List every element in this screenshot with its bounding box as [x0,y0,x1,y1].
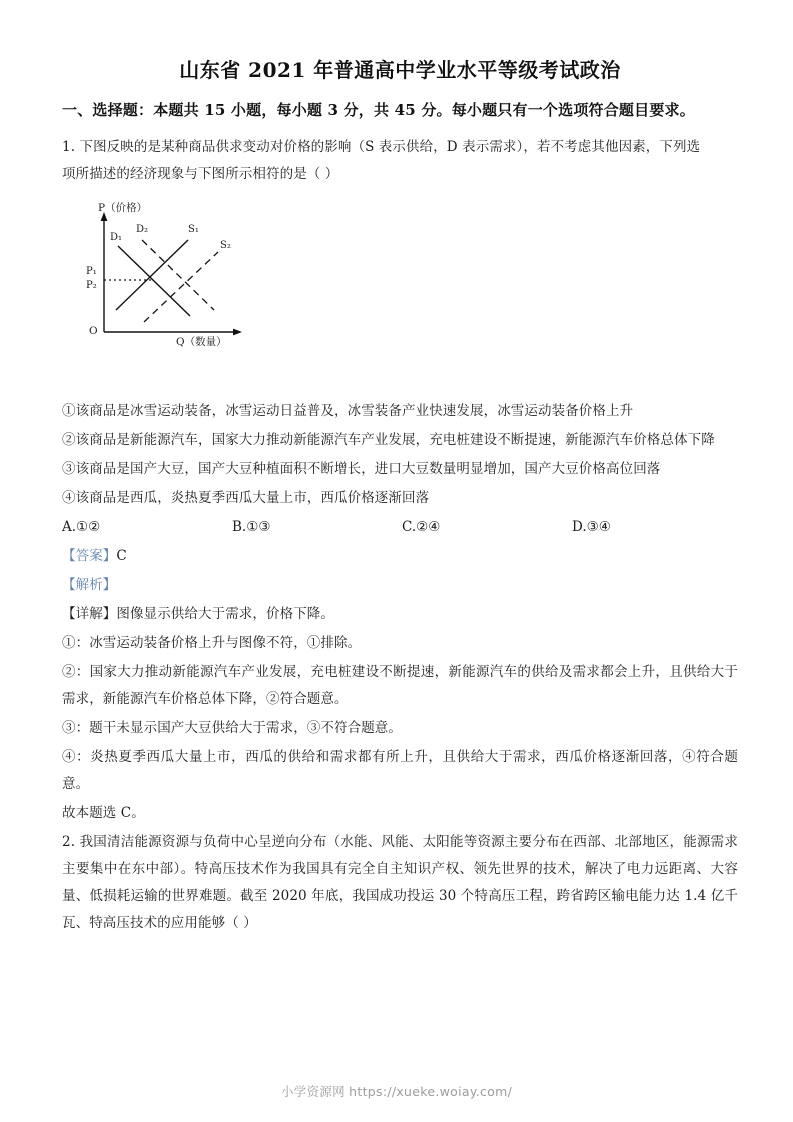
supply-demand-chart [70,204,280,352]
option-a-letter: A. [62,519,77,535]
detail-intro: 图像显示供给大于需求，价格下降。 [116,606,335,622]
question1-statement-4: ④该商品是西瓜，炎热夏季西瓜大量上市，西瓜价格逐渐回落 [62,490,430,506]
option-c-letter: C. [402,519,417,535]
chart-curve-label-d1: D₁ [110,232,123,243]
question1-option-c[interactable] [402,514,572,541]
footer-watermark: 小学资源网 https://xueke.woiay.com/ [280,1084,513,1099]
chart-y-axis-label: P（价格） [98,202,148,214]
question1-detail-item-4: ④：炎热夏季西瓜大量上市，西瓜的供给和需求都有所上升，且供给大于需求，西瓜价格逐渐回落，④符合题意。 [62,749,738,792]
question1-option-a[interactable] [62,514,232,541]
question1-option-d[interactable] [572,514,611,541]
question1-answer-row [62,543,738,570]
option-b-letter: B. [232,519,247,535]
question1-detail-item-1: ①：冰雪运动装备价格上升与图像不符，①排除。 [62,635,362,651]
question1-conclusion: 故本题选 C。 [62,805,145,821]
chart-origin-label: O [89,325,98,337]
option-d-text: ③④ [586,519,611,535]
chart-price-label-p2: P₂ [86,280,97,291]
question1-statement-2: ②该商品是新能源汽车，国家大力推动新能源汽车产业发展，充电桩建设不断提速，新能源汽车价格总体下降 [62,432,715,448]
document-content [62,56,738,939]
detail-label: 【详解】 [62,606,117,622]
option-c-text: ②④ [416,519,441,535]
question1-figure-wrap [62,204,738,352]
page-title: 山东省 2021 年普通高中学业水平等级考试政治 [179,58,621,82]
question1-options-row [62,514,738,541]
question1-detail-intro-row [62,601,738,628]
option-b-text: ①③ [246,519,271,535]
section-heading: 一、选择题：本题共 15 小题，每小题 3 分，共 45 分。每小题只有一个选项符合题目要求。 [62,101,695,119]
question1-detail-item-3: ③：题干未显示国产大豆供给大于需求，③不符合题意。 [62,720,402,736]
answer-label: 【答案】 [62,548,117,564]
option-a-text: ①② [76,519,101,535]
question1-option-b[interactable] [232,514,402,541]
question2-stem: 2. 我国清洁能源资源与负荷中心呈逆向分布（水能、风能、太阳能等资源主要分布在西部、北部地区，能源需求主要集中在东中部）。特高压技术作为我国具有完全自主知识产权、领先世界的技术，解决了电力远距离、大容量、低损耗运输的世界难题。截至 2020 年底，我国成功投运 30 个特高压工程，跨省跨区输电能力达 1.4 亿千瓦、特高压技术的应用能够（ ） [62,834,738,931]
question1-stem-line1: 1. 下图反映的是某种商品供求变动对价格的影响（S 表示供给，D 表示需求），若不考虑其他因素，下列选 [62,139,701,155]
chart-x-axis-label: Q（数量） [176,336,227,348]
question1-detail-item-2: ②：国家大力推动新能源汽车产业发展，充电桩建设不断提速，新能源汽车的供给及需求都会上升，且供给大于需求，新能源汽车价格总体下降，②符合题意。 [62,664,738,707]
chart-curve-label-d2: D₂ [136,224,149,235]
answer-value: C [116,548,127,564]
question1-statement-3: ③该商品是国产大豆，国产大豆种植面积不断增长，进口大豆数量明显增加，国产大豆价格高位回落 [62,461,661,477]
chart-price-label-p1: P₁ [86,266,97,277]
question1-stem-line2: 项所描述的经济现象与下图所示相符的是（ ） [62,166,339,182]
option-d-letter: D. [572,519,587,535]
chart-curve-label-s2: S₂ [220,240,231,251]
question1-statement-1: ①该商品是冰雪运动装备，冰雪运动日益普及，冰雪装备产业快速发展，冰雪运动装备价格上升 [62,403,634,419]
analysis-label: 【解析】 [62,577,117,593]
chart-curve-label-s1: S₁ [188,224,199,235]
